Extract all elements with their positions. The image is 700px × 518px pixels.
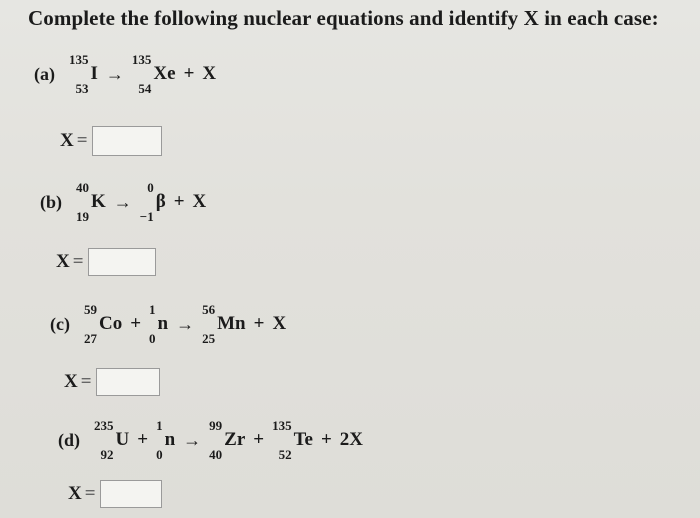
unknown-x: X — [192, 191, 207, 212]
beta-particle — [140, 181, 166, 223]
problem-label: (a) — [34, 63, 55, 84]
element-symbol: n — [164, 429, 176, 450]
plus-sign: + — [253, 313, 265, 334]
mass-number: 135 — [272, 418, 292, 433]
mass-number: 56 — [202, 302, 216, 317]
nuclide-manganese — [202, 303, 246, 345]
plus-sign: + — [253, 429, 265, 450]
mass-number: 40 — [76, 180, 89, 195]
element-symbol: Xe — [153, 63, 176, 84]
atomic-number: 52 — [278, 447, 292, 462]
atomic-number: −1 — [139, 209, 154, 224]
neutron — [156, 419, 175, 461]
answer-input-b[interactable] — [88, 248, 156, 276]
element-symbol: Zr — [224, 429, 246, 450]
plus-sign: + — [183, 63, 195, 84]
equals-sign: = — [76, 130, 88, 151]
reaction-arrow: → — [113, 191, 132, 212]
equation-c — [50, 294, 286, 354]
atomic-number: 0 — [156, 447, 163, 462]
element-symbol: I — [90, 63, 98, 84]
atomic-number: 53 — [75, 81, 89, 96]
atomic-number: 0 — [149, 331, 156, 346]
x-label: X — [56, 251, 70, 272]
plus-sign: + — [137, 429, 149, 450]
mass-number: 135 — [131, 52, 152, 67]
answer-row-a — [60, 126, 162, 156]
element-symbol: β — [155, 191, 166, 212]
problem-label: (c) — [50, 313, 70, 334]
nuclide-zirconium — [209, 419, 245, 461]
page-heading: Complete the following nuclear equations and identify X in each case: — [28, 6, 659, 30]
equals-sign: = — [72, 251, 84, 272]
equation-b — [40, 172, 206, 232]
mass-number: 59 — [83, 302, 97, 317]
reaction-arrow: → — [105, 63, 124, 84]
equation-d — [58, 410, 363, 470]
element-symbol: Co — [98, 313, 123, 334]
x-label: X — [68, 483, 82, 504]
mass-number: 99 — [209, 418, 223, 433]
problem-label: (d) — [58, 429, 80, 450]
answer-input-d[interactable] — [100, 480, 162, 508]
plus-sign: + — [130, 313, 142, 334]
atomic-number: 40 — [209, 447, 223, 462]
unknown-x: X — [272, 313, 287, 334]
reaction-arrow: → — [183, 429, 202, 450]
atomic-number: 25 — [202, 331, 216, 346]
answer-input-a[interactable] — [92, 126, 162, 156]
mass-number: 0 — [147, 180, 154, 195]
element-symbol: U — [115, 429, 130, 450]
equals-sign: = — [80, 371, 92, 392]
unknown-x: 2X — [339, 429, 364, 450]
answer-row-b — [56, 248, 156, 276]
answer-input-c[interactable] — [96, 368, 160, 396]
reaction-arrow: → — [176, 313, 195, 334]
nuclide-uranium — [94, 419, 129, 461]
problem-label: (b) — [40, 191, 62, 212]
neutron — [149, 303, 168, 345]
equation-a — [34, 44, 216, 104]
x-label: X — [60, 130, 74, 151]
mass-number: 1 — [149, 302, 156, 317]
nuclide-tellurium — [272, 419, 313, 461]
mass-number: 135 — [69, 52, 89, 67]
mass-number: 1 — [156, 418, 163, 433]
plus-sign: + — [320, 429, 332, 450]
atomic-number: 27 — [83, 331, 97, 346]
x-label: X — [64, 371, 78, 392]
nuclide-cobalt — [84, 303, 122, 345]
element-symbol: Te — [293, 429, 313, 450]
nuclide-potassium — [76, 181, 106, 223]
atomic-number: 54 — [138, 81, 152, 96]
mass-number: 235 — [94, 418, 114, 433]
atomic-number: 19 — [76, 209, 89, 224]
atomic-number: 92 — [100, 447, 114, 462]
element-symbol: Mn — [217, 313, 246, 334]
equals-sign: = — [84, 483, 96, 504]
element-symbol: K — [91, 191, 106, 212]
plus-sign: + — [173, 191, 185, 212]
unknown-x: X — [202, 63, 217, 84]
element-symbol: n — [157, 313, 169, 334]
nuclide-iodine — [69, 53, 98, 95]
answer-row-d — [68, 480, 162, 508]
nuclide-xenon — [132, 53, 176, 95]
answer-row-c — [64, 368, 160, 396]
